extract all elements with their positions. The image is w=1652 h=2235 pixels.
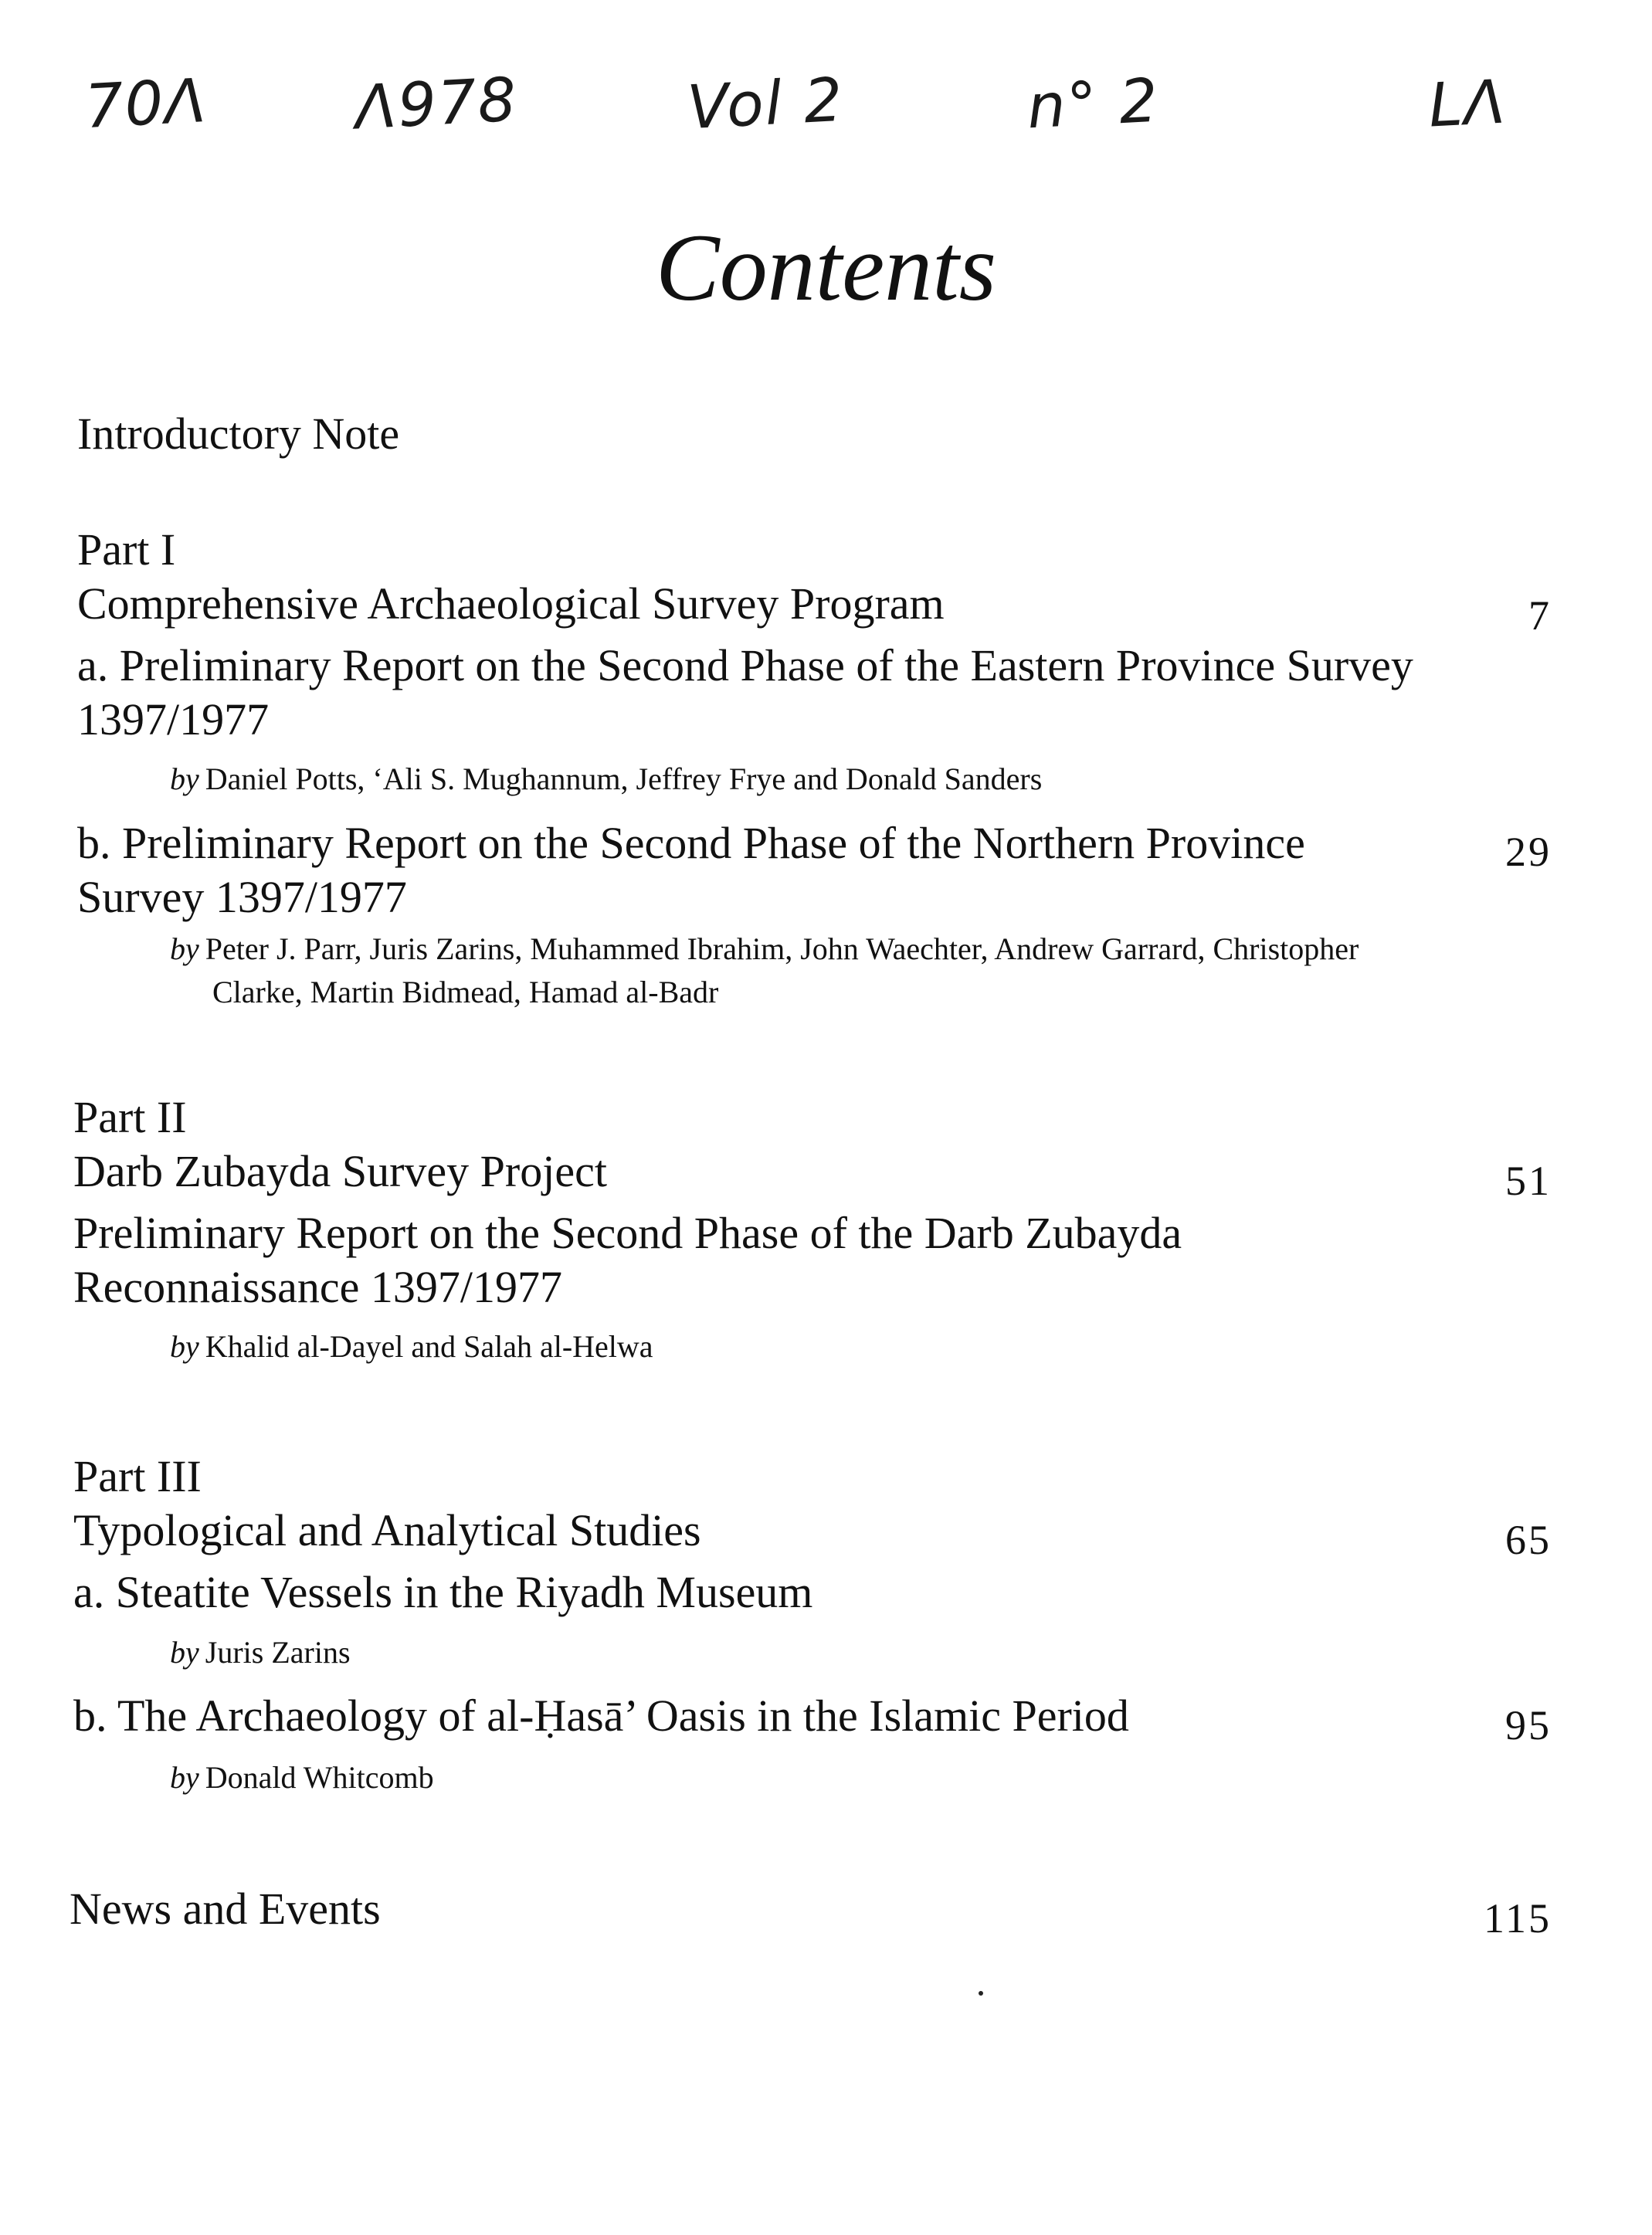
part1-a-title-line2: 1397/1977 [77,694,270,744]
news-entry: News and Events [70,1884,381,1934]
part3-page: 65 [1505,1517,1552,1563]
part2-title-line2: Reconnaissance 1397/1977 [73,1262,563,1312]
part1-heading: Comprehensive Archaeological Survey Program [77,578,945,629]
part2-label: Part II [73,1092,187,1142]
by-label: by [170,931,199,966]
by-label: by [170,1329,199,1364]
part3-b-page: 95 [1505,1702,1552,1748]
part3-a-authors [170,1632,351,1674]
author-names: Donald Whitcomb [205,1760,434,1795]
part1-b-authors-line2: Clarke, Martin Bidmead, Hamad al-Badr [212,975,719,1009]
part1-a-authors [170,758,1042,800]
by-label: by [170,1635,199,1670]
part2-title-line1: Preliminary Report on the Second Phase of the Darb Zubayda [73,1208,1182,1258]
part2-heading: Darb Zubayda Survey Project [73,1146,607,1196]
news-page: 115 [1484,1895,1552,1942]
by-label: by [170,1760,199,1795]
part1-a-title-line1: a. Preliminary Report on the Second Phase of the Eastern Province Survey [77,640,1413,690]
handwritten-note-3: Vol 2 [685,65,846,144]
by-label: by [170,761,199,796]
part1-b-authors-line1 [170,928,1359,970]
part1-label: Part I [77,524,176,575]
part3-label: Part III [73,1451,202,1501]
handwritten-note-1: 70Λ [83,66,209,143]
author-names: Juris Zarins [205,1635,351,1670]
handwritten-note-5: LΛ [1426,67,1509,141]
part3-b-title: b. The Archaeology of al-Ḥasā’ Oasis in the Islamic Period [73,1691,1129,1741]
part3-heading: Typological and Analytical Studies [73,1505,701,1555]
part3-b-authors [170,1757,434,1799]
print-speck [979,1991,983,1996]
author-names: Khalid al-Dayel and Salah al-Helwa [205,1329,653,1364]
author-names: Peter J. Parr, Juris Zarins, Muhammed Ibrahim, John Waechter, Andrew Garrard, Christopher [205,931,1359,966]
page-title: Contents [656,215,996,320]
part1-page: 7 [1528,592,1552,639]
part1-b-title-line2: Survey 1397/1977 [77,872,407,922]
part1-b-page: 29 [1505,829,1552,875]
handwritten-note-2: Λ978 [353,65,520,144]
part1-b-title-line1: b. Preliminary Report on the Second Phase of the Northern Province [77,818,1305,868]
intro-entry: Introductory Note [77,409,400,459]
part3-a-title: a. Steatite Vessels in the Riyadh Museum [73,1567,813,1617]
author-names: Daniel Potts, ‘Ali S. Mughannum, Jeffrey Frye and Donald Sanders [205,761,1043,796]
part2-authors [170,1326,653,1368]
part2-page: 51 [1505,1158,1552,1204]
handwritten-note-4: n° 2 [1025,66,1162,143]
